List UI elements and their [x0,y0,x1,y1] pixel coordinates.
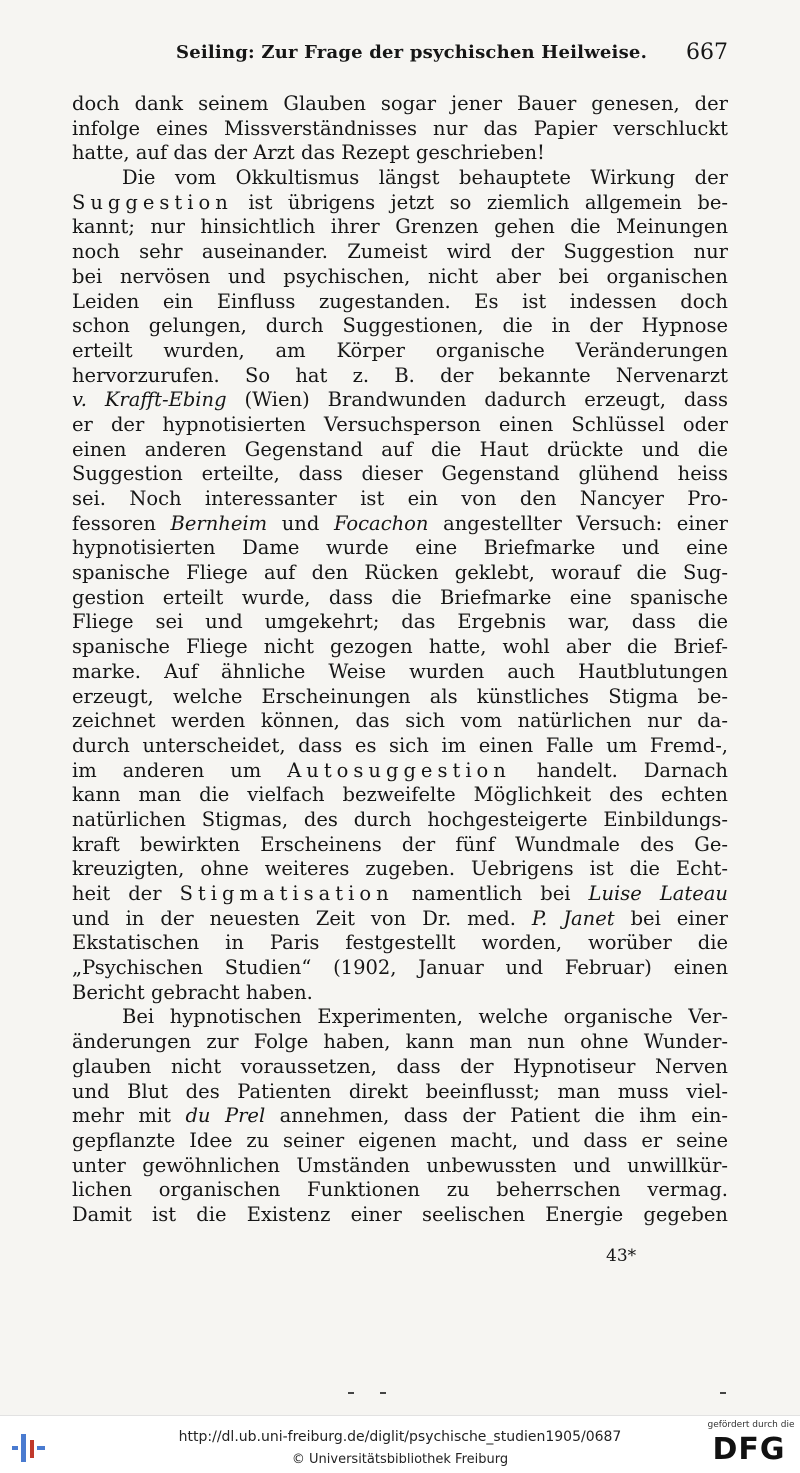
text-run: spanische Fliege auf den Rücken geklebt, worauf die Sug- [72,561,728,585]
text-run: erzeugt, welche Erscheinungen als künstliches Stigma be- [72,684,728,708]
text-run: und [267,511,334,535]
text-line [72,660,728,685]
person-name: v. Krafft-Ebing [72,388,227,412]
text-line [72,882,728,907]
text-run: durch unterscheidet, dass es sich im einen Falle um Fremd-, [72,733,728,757]
text-run: Bericht gebracht haben. [72,980,313,1004]
person-name: du Prel [185,1104,266,1128]
text-run: kannt; nur hinsichtlich ihrer Grenzen gehen die Meinungen [72,215,728,239]
text-line [72,1080,728,1105]
text-line [72,709,728,734]
text-run: angestellter Versuch: einer [428,511,728,535]
text-line [72,1129,728,1154]
text-run: Ekstatischen in Paris festgestellt worden, worüber die [72,931,728,955]
text-run: hervorzurufen. So hat z. B. der bekannte Nervenarzt [72,363,728,387]
text-line [72,734,728,759]
person-name: P. Janet [531,906,615,930]
dfg-logo-icon: DFG [712,1432,786,1467]
text-run: kann man die vielfach bezweifelte Möglichkeit des echten [72,783,728,807]
text-run: doch dank seinem Glauben sogar jener Bauer genesen, der [72,92,728,115]
text-run: infolge eines Missverständnisses nur das Papier verschluckt [72,116,728,140]
stray-mark [380,1392,386,1394]
stray-mark [720,1392,726,1394]
text-line [72,759,728,784]
text-line [72,907,728,932]
text-line [72,191,728,216]
stray-mark [348,1392,354,1394]
text-run: heit der [72,882,180,905]
text-line [72,364,728,389]
text-line [72,487,728,512]
text-run: marke. Auf ähnliche Weise wurden auch Hautblutungen [72,659,728,683]
text-run: im anderen um [72,758,288,782]
text-line [72,685,728,710]
text-run: und in der neuesten Zeit von Dr. med. [72,906,532,930]
text-run: namentlich bei [393,882,589,905]
source-url[interactable]: http://dl.ub.uni-freiburg.de/diglit/psychische_studien1905/0687 [178,1429,622,1445]
copyright-notice: © Universitätsbibliothek Freiburg [291,1452,509,1467]
text-line [72,610,728,635]
text-line [72,956,728,981]
text-line [72,215,728,240]
text-line [72,783,728,808]
text-line [72,1154,728,1179]
text-line [72,1005,728,1030]
text-run: ist übrigens jetzt so ziemlich allgemein be- [232,190,728,214]
text-line [72,141,728,166]
text-line [72,462,728,487]
text-line [72,240,728,265]
text-line [72,339,728,364]
text-line [72,1104,728,1129]
text-run: schon gelungen, durch Suggestionen, die in der Hypnose [72,314,728,338]
text-run: mehr mit [72,1104,186,1128]
text-run: noch sehr auseinander. Zumeist wird der Suggestion nur [72,240,728,264]
person-name: Bernheim [170,511,268,535]
text-line [72,265,728,290]
text-run: zeichnet werden können, das sich vom natürlichen nur da- [72,709,728,733]
text-line [72,388,728,413]
viewer-footer [0,1415,800,1473]
text-run: änderungen zur Folge haben, kann man nun ohne Wunder- [72,1030,728,1054]
text-run: fessoren [72,511,171,535]
person-name: Luise Lateau [588,882,728,905]
text-run: Suggestion erteilte, dass dieser Gegenstand glühend heiss [72,462,728,486]
text-line [72,438,728,463]
text-line [72,1178,728,1203]
text-run: Die vom Okkultismus längst behauptete Wirkung der [122,166,728,190]
text-run: annehmen, dass der Patient die ihm ein- [265,1104,728,1128]
text-line [72,857,728,882]
text-run: spanische Fliege nicht gezogen hatte, wohl aber die Brief- [72,635,728,659]
text-run: und Blut des Patienten direkt beeinflusst; man muss viel- [72,1079,728,1103]
text-line [72,117,728,142]
text-run: lichen organischen Funktionen zu beherrschen vermag. [72,1178,728,1202]
signature-mark: 43* [606,1246,637,1266]
text-line [72,931,728,956]
text-run: bei nervösen und psychischen, nicht aber bei organischen [72,264,728,288]
emphasis-spaced: Suggestion [72,190,233,214]
text-run: handelt. Darnach [510,758,728,782]
text-run: einen anderen Gegenstand auf die Haut drückte und die [72,437,728,461]
text-run: kraft bewirkten Erscheinens der fünf Wundmale des Ge- [72,832,728,856]
text-run: Damit ist die Existenz einer seelischen Energie gegeben [72,1202,728,1226]
body-text [72,92,728,1228]
page-header [72,40,732,70]
text-run: Fliege sei und umgekehrt; das Ergebnis war, dass die [72,610,728,634]
funder-tagline: gefördert durch die [707,1420,795,1430]
text-line [72,586,728,611]
text-run: (Wien) Brandwunden dadurch erzeugt, dass [226,388,728,412]
text-run: gestion erteilt wurde, dass die Briefmarke eine spanische [72,585,728,609]
text-line [72,1030,728,1055]
text-run: bei einer [614,906,728,930]
text-line [72,635,728,660]
text-line [72,166,728,191]
text-run: sei. Noch interessanter ist ein von den Nancyer Pro- [72,487,728,510]
text-line [72,808,728,833]
text-line [72,1203,728,1228]
text-run: hatte, auf das der Arzt das Rezept geschrieben! [72,141,545,165]
text-line [72,290,728,315]
text-run: Bei hypnotischen Experimenten, welche organische Ver- [122,1005,728,1029]
text-run: erteilt wurden, am Körper organische Veränderungen [72,338,728,362]
text-line [72,833,728,858]
text-line [72,1055,728,1080]
text-run: gepflanzte Idee zu seiner eigenen macht, und dass er seine [72,1128,728,1152]
text-run: hypnotisierten Dame wurde eine Briefmarke und eine [72,536,728,560]
text-run: „Psychischen Studien“ (1902, Januar und Februar) einen [72,956,728,980]
text-line [72,512,728,537]
text-run: kreuzigten, ohne weiteres zugeben. Uebrigens ist die Echt- [72,857,728,881]
text-run: er der hypnotisierten Versuchsperson einen Schlüssel oder [72,412,728,436]
text-line [72,561,728,586]
running-title: Seiling: Zur Frage der psychischen Heilweise. [176,42,648,63]
person-name: Focachon [333,511,429,535]
text-line [72,536,728,561]
emphasis-spaced: Stigmatisation [179,882,394,905]
text-line [72,314,728,339]
page-number: 667 [686,40,728,65]
text-line [72,413,728,438]
text-line [72,92,728,117]
text-line [72,981,728,1006]
text-run: natürlichen Stigmas, des durch hochgesteigerte Einbildungs- [72,807,728,831]
text-run: unter gewöhnlichen Umständen unbewussten und unwillkür- [72,1153,728,1177]
emphasis-spaced: Autosuggestion [287,758,511,782]
text-run: Leiden ein Einfluss zugestanden. Es ist indessen doch [72,289,728,313]
text-run: glauben nicht voraussetzen, dass der Hypnotiseur Nerven [72,1054,728,1078]
